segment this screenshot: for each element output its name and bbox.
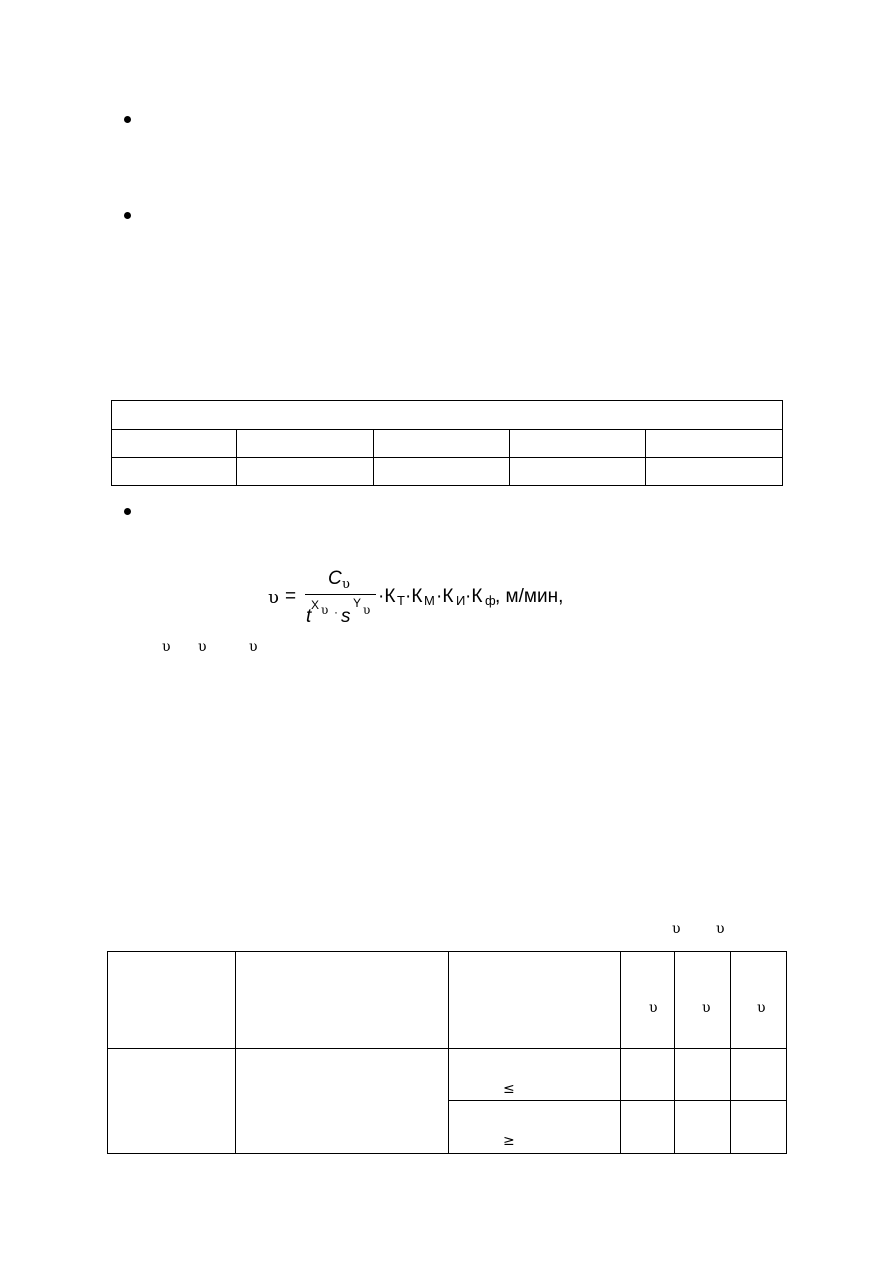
table-cell	[112, 430, 237, 458]
table-cell	[621, 1049, 675, 1101]
header-upsilon-2: υ	[702, 1000, 711, 1016]
formula-k1-sub: Т	[397, 593, 405, 608]
table-2-header-row	[108, 952, 787, 1049]
table-row	[112, 430, 783, 458]
formula-denom-dot: ·	[334, 605, 338, 619]
table-2-header-cell	[449, 952, 621, 1049]
table-cell	[374, 458, 510, 486]
fraction-line	[305, 594, 376, 595]
table-1-header-row	[112, 401, 783, 430]
formula-k4-sub: ф	[485, 593, 496, 608]
table-cell	[112, 458, 237, 486]
table-2-header-cell-upsilon	[621, 952, 675, 1049]
formula-equals: =	[285, 586, 297, 607]
formula-denom-t: t	[306, 606, 312, 627]
table-2-header-cell-upsilon	[731, 952, 787, 1049]
table-cell	[621, 1101, 675, 1154]
table-2-header-cell-upsilon	[675, 952, 731, 1049]
table-cell	[237, 458, 374, 486]
table-cell-ge	[449, 1101, 621, 1154]
table-1	[111, 400, 783, 486]
table-1-title-cell	[112, 401, 783, 430]
table-cell	[731, 1049, 787, 1101]
table-row	[112, 458, 783, 486]
formula-numerator: C	[328, 568, 342, 589]
bullet-1	[124, 116, 131, 123]
formula-k2: ·К	[405, 586, 423, 607]
formula-k1: ·К	[378, 586, 396, 607]
table-2-caption-upsilon-1: υ	[672, 921, 681, 937]
formula-denom-s-exp-sub: υ	[363, 603, 371, 617]
table-cell	[374, 430, 510, 458]
formula-numerator-sub: υ	[342, 577, 350, 592]
table-cell	[510, 458, 646, 486]
table-cell	[108, 1049, 236, 1154]
formula-denom-t-exp-sub: υ	[321, 603, 329, 617]
header-upsilon-3: υ	[757, 1000, 766, 1016]
formula-denom-s-exp: Y	[353, 596, 362, 610]
table-cell	[236, 1049, 449, 1154]
table-2-header-cell	[108, 952, 236, 1049]
formula-denom-s: s	[341, 606, 351, 627]
header-upsilon-1: υ	[649, 1000, 658, 1016]
symbol-upsilon-3: υ	[249, 639, 258, 655]
table-cell	[237, 430, 374, 458]
table-cell	[675, 1049, 731, 1101]
table-cell-le	[449, 1049, 621, 1101]
table-row	[108, 1049, 787, 1101]
formula-k2-sub: М	[424, 593, 435, 608]
formula-k4: ·К	[465, 586, 483, 607]
bullet-3	[124, 508, 131, 515]
table-cell	[646, 458, 783, 486]
formula-denom-t-exp: X	[311, 598, 320, 612]
formula-lhs: υ	[268, 587, 279, 608]
table-cell	[675, 1101, 731, 1154]
formula-units: , м/мин,	[495, 586, 564, 607]
table-cell	[646, 430, 783, 458]
table-cell	[510, 430, 646, 458]
formula-k3-sub: И	[456, 593, 466, 608]
table-2	[107, 951, 787, 1154]
table-2-caption-upsilon-2: υ	[716, 921, 725, 937]
table-cell	[731, 1101, 787, 1154]
symbol-upsilon-2: υ	[198, 639, 207, 655]
bullet-2	[124, 212, 131, 219]
table-2-header-cell	[236, 952, 449, 1049]
greater-equal-sign: ≥	[503, 1133, 515, 1149]
symbol-upsilon-1: υ	[162, 639, 171, 655]
less-equal-sign: ≤	[503, 1081, 515, 1097]
formula-k3: ·К	[436, 586, 454, 607]
